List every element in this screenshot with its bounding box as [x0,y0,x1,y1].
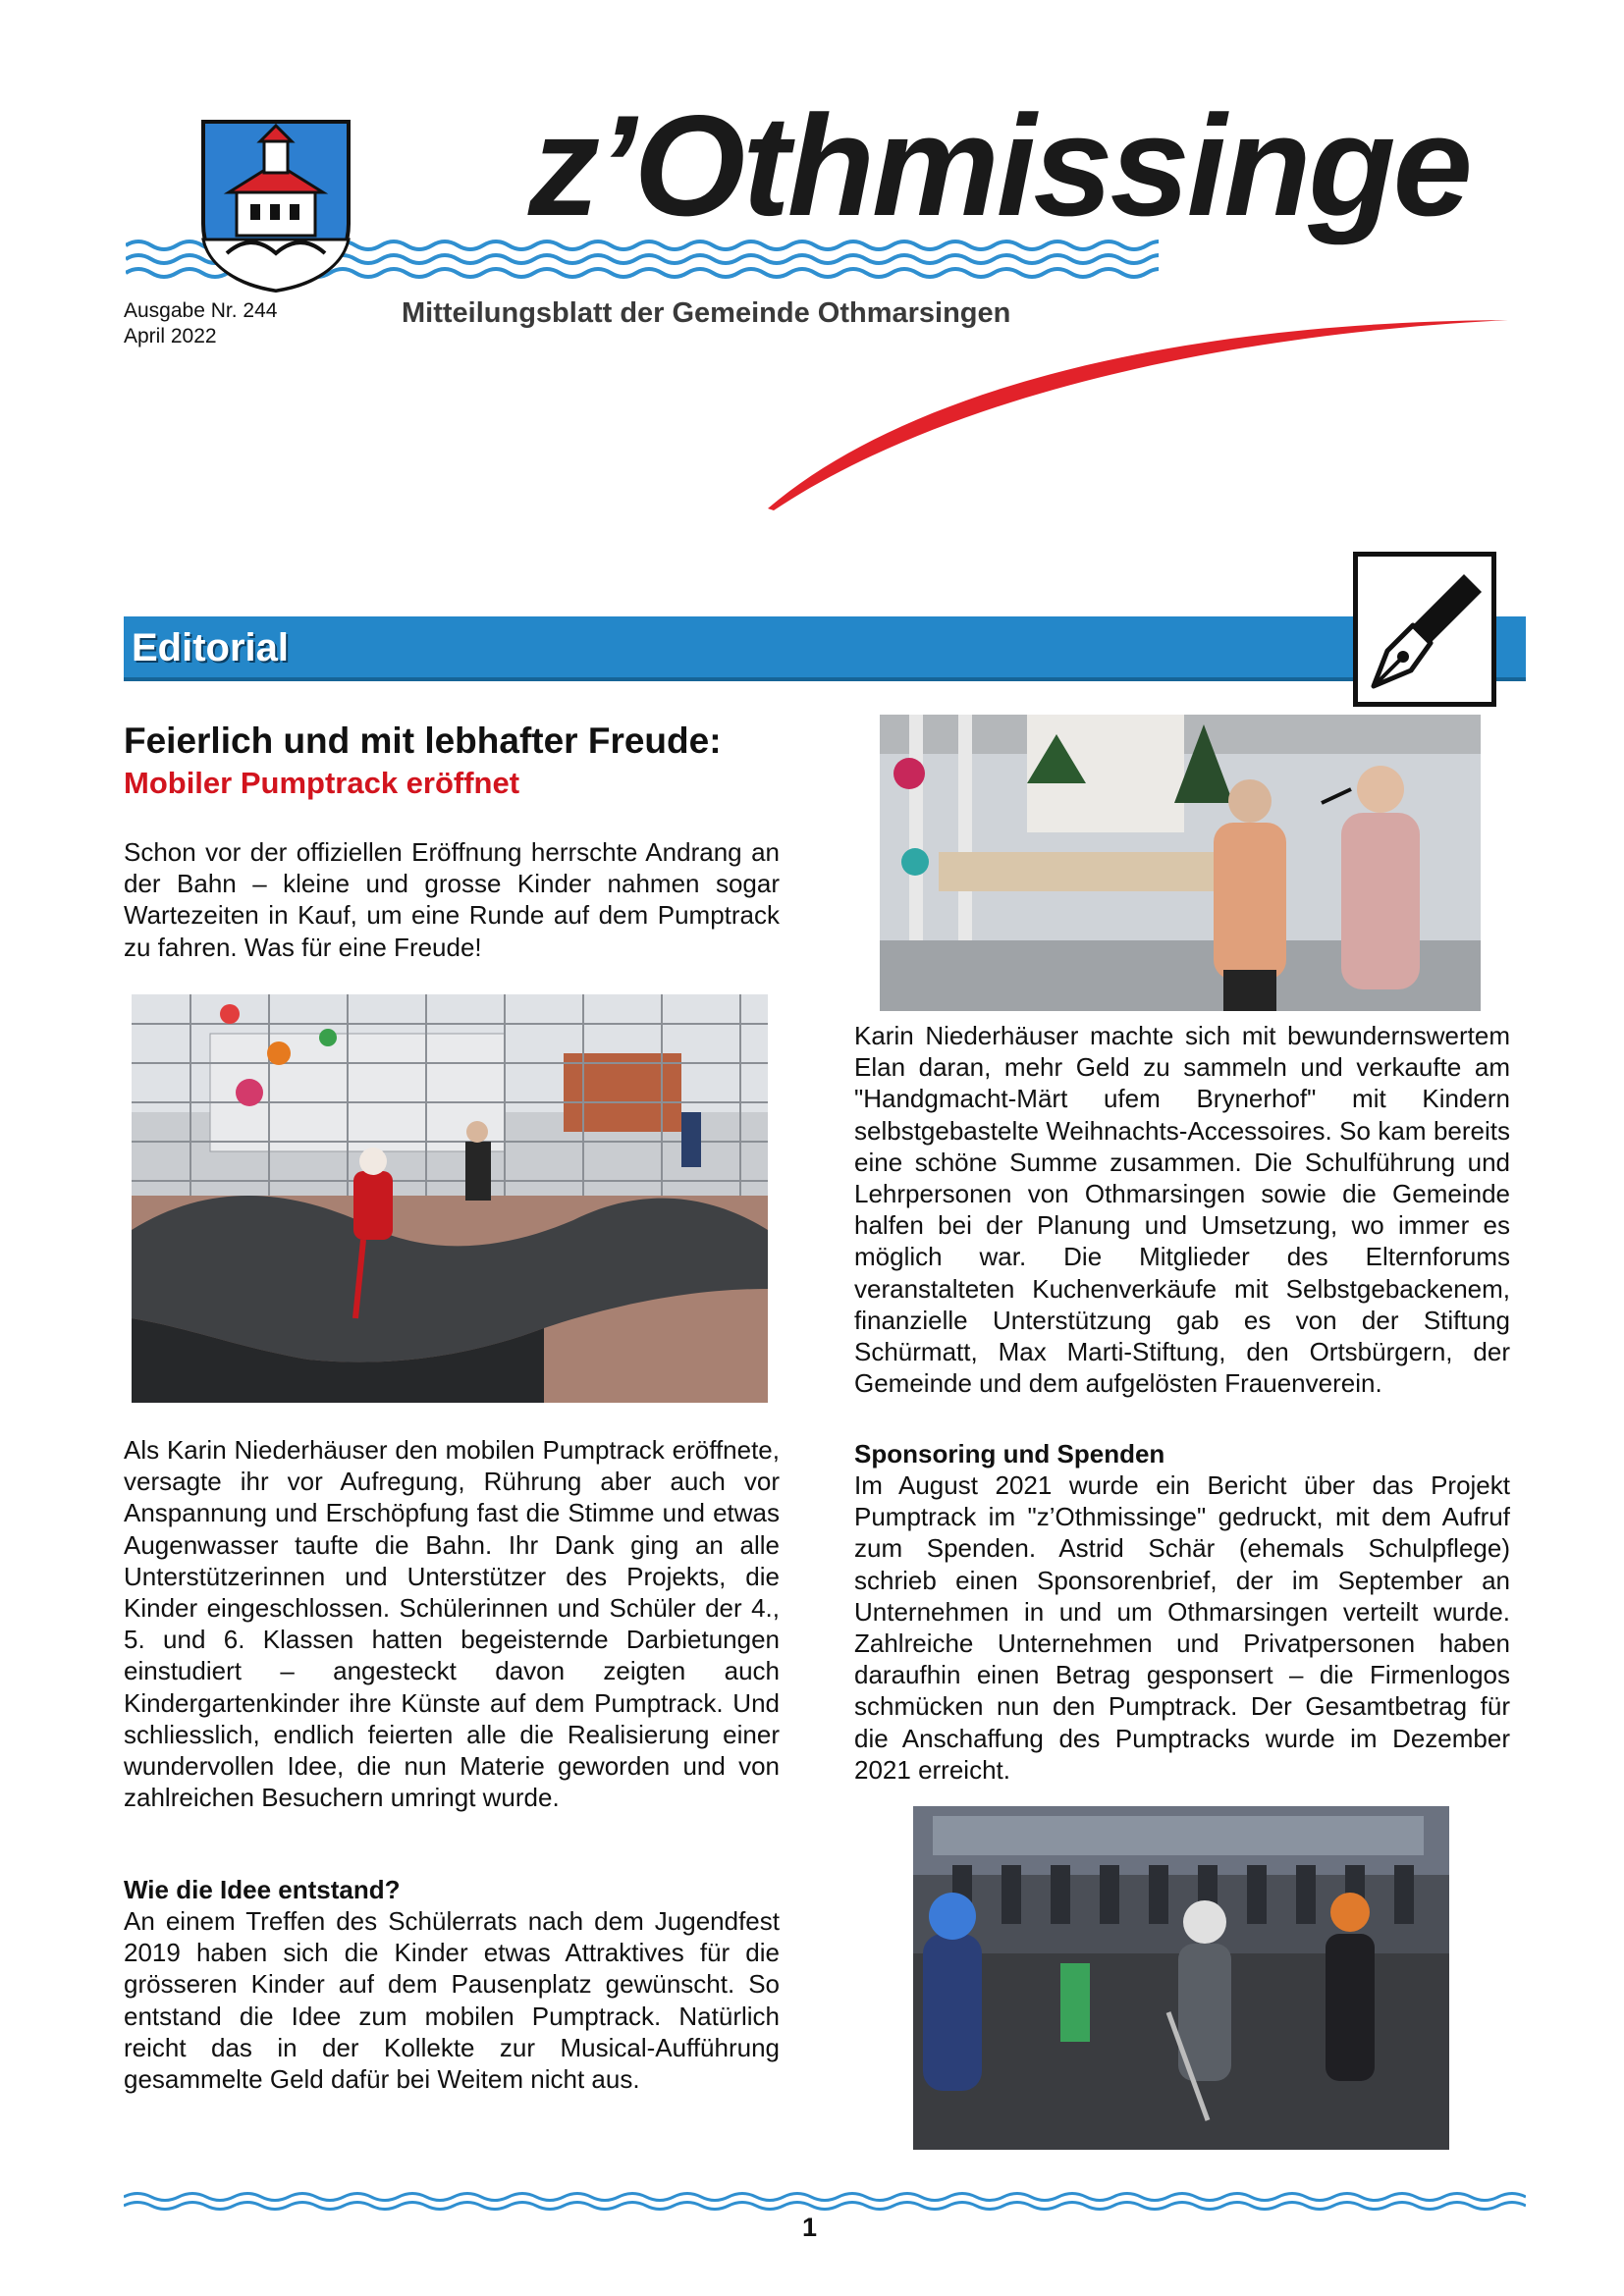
issue-number: Ausgabe Nr. 244 [124,299,278,322]
body-paragraph: An einem Treffen des Schülerrats nach dem Jugendfest 2019 haben sich die Kinder etwas Attraktives für die grösseren Kinder auf dem Pausenplatz gewünscht. So entstand die Idee zum mobilen Pumptrack. Natürlich reicht das in der Kollekte zur Musical-Aufführung gesammelte Geld dafür bei Weitem nicht aus. [124,1906,780,2095]
issue-date: April 2022 [124,325,217,347]
section-title: Editorial [132,626,290,669]
body-paragraph: Im August 2021 wurde ein Bericht über das Projekt Pumptrack im "z’Othmissinge" gedruckt, mit dem Aufruf zum Spenden. Astrid Schär (ehemals Schulpflege) schrieb einen Sponsorenbrief, der im September an Unternehmen in und um Othmarsingen verteilt wurde. Zahlreiche Unternehmen und Privatpersonen haben daraufhin einen Betrag gesponsert – die Firmenlogos schmücken nun den Pumptrack. Der Gesamtbetrag für die Anschaffung des Pumptracks wurde im Dezember 2021 erreicht. [854,1470,1510,1785]
section-bar-shadow [124,677,1526,681]
newsletter-subtitle: Mitteilungsblatt der Gemeinde Othmarsingen [402,297,1011,329]
photo-two-women-speaking [880,715,1481,1011]
section-bar [124,616,1526,679]
intro-paragraph: Schon vor der offiziellen Eröffnung herrschte Andrang an der Bahn – kleine und grosse Kinder nahmen sogar Wartezeiten in Kauf, um eine Runde auf dem Pumptrack zu fahren. Was für eine Freude! [124,837,780,962]
red-swoosh [766,316,1512,512]
footer-wave-line [124,2191,1526,2211]
heading-sponsoring: Sponsoring und Spenden [854,1439,1165,1468]
article-intro [124,836,780,963]
newsletter-title: z’Othmissinge [528,85,1470,245]
page-number: 1 [802,2213,818,2242]
article-body-right-1 [854,1020,1510,1399]
article-body-left-1 [124,1434,780,1813]
photo-children-with-scooters [913,1806,1449,2150]
article-subheadline: Mobiler Pumptrack eröffnet [124,766,520,800]
photo-pumptrack-riders [132,994,768,1403]
municipal-crest-icon [199,118,352,293]
article-body-right-2 [854,1469,1510,1786]
issue-info [124,298,277,349]
article-body-left-2 [124,1905,780,2095]
body-paragraph: Als Karin Niederhäuser den mobilen Pumptrack eröffnete, versagte ihr vor Aufregung, Rührung aber auch vor Anspannung und Erschöpfung fast die Stimme und etwas Augenwasser taufte die Bahn. Ihr Dank ging an alle Unterstützerinnen und Unterstützer des Projekts, die Kinder eingeschlossen. Schülerinnen und Schüler der 4., 5. und 6. Klassen hatten begeisternde Darbietungen einstudiert – angesteckt davon zeigten auch Kindergartenkinder ihre Künste auf dem Pumptrack. Und schliesslich, endlich feierten alle die Realisierung einer wundervollen Idee, die nun Materie geworden und von zahlreichen Besuchern umringt wurde. [124,1435,780,1813]
article-headline: Feierlich und mit lebhafter Freude: [124,721,722,761]
body-paragraph: Karin Niederhäuser machte sich mit bewundernswertem Elan daran, mehr Geld zu sammeln und verkaufte am "Handgmacht-Märt ufem Brynerhof" mit Kindern selbstgebastelte Weihnachts-Accessoires. So kam bereits eine schöne Summe zusammen. Die Schulführung und Lehrpersonen von Othmarsingen sowie die Gemeinde halfen bei der Planung und Umsetzung, wo immer es möglich war. Die Mitglieder des Elternforums veranstalteten Kuchenverkäufe mit Selbstgebackenem, finanzielle Unterstützung gab es von der Stiftung Schürmatt, Max Marti-Stiftung, den Ortsbürgern, der Gemeinde und dem aufgelösten Frauenverein. [854,1021,1510,1399]
fountain-pen-icon [1353,552,1496,707]
heading-idea: Wie die Idee entstand? [124,1875,401,1904]
